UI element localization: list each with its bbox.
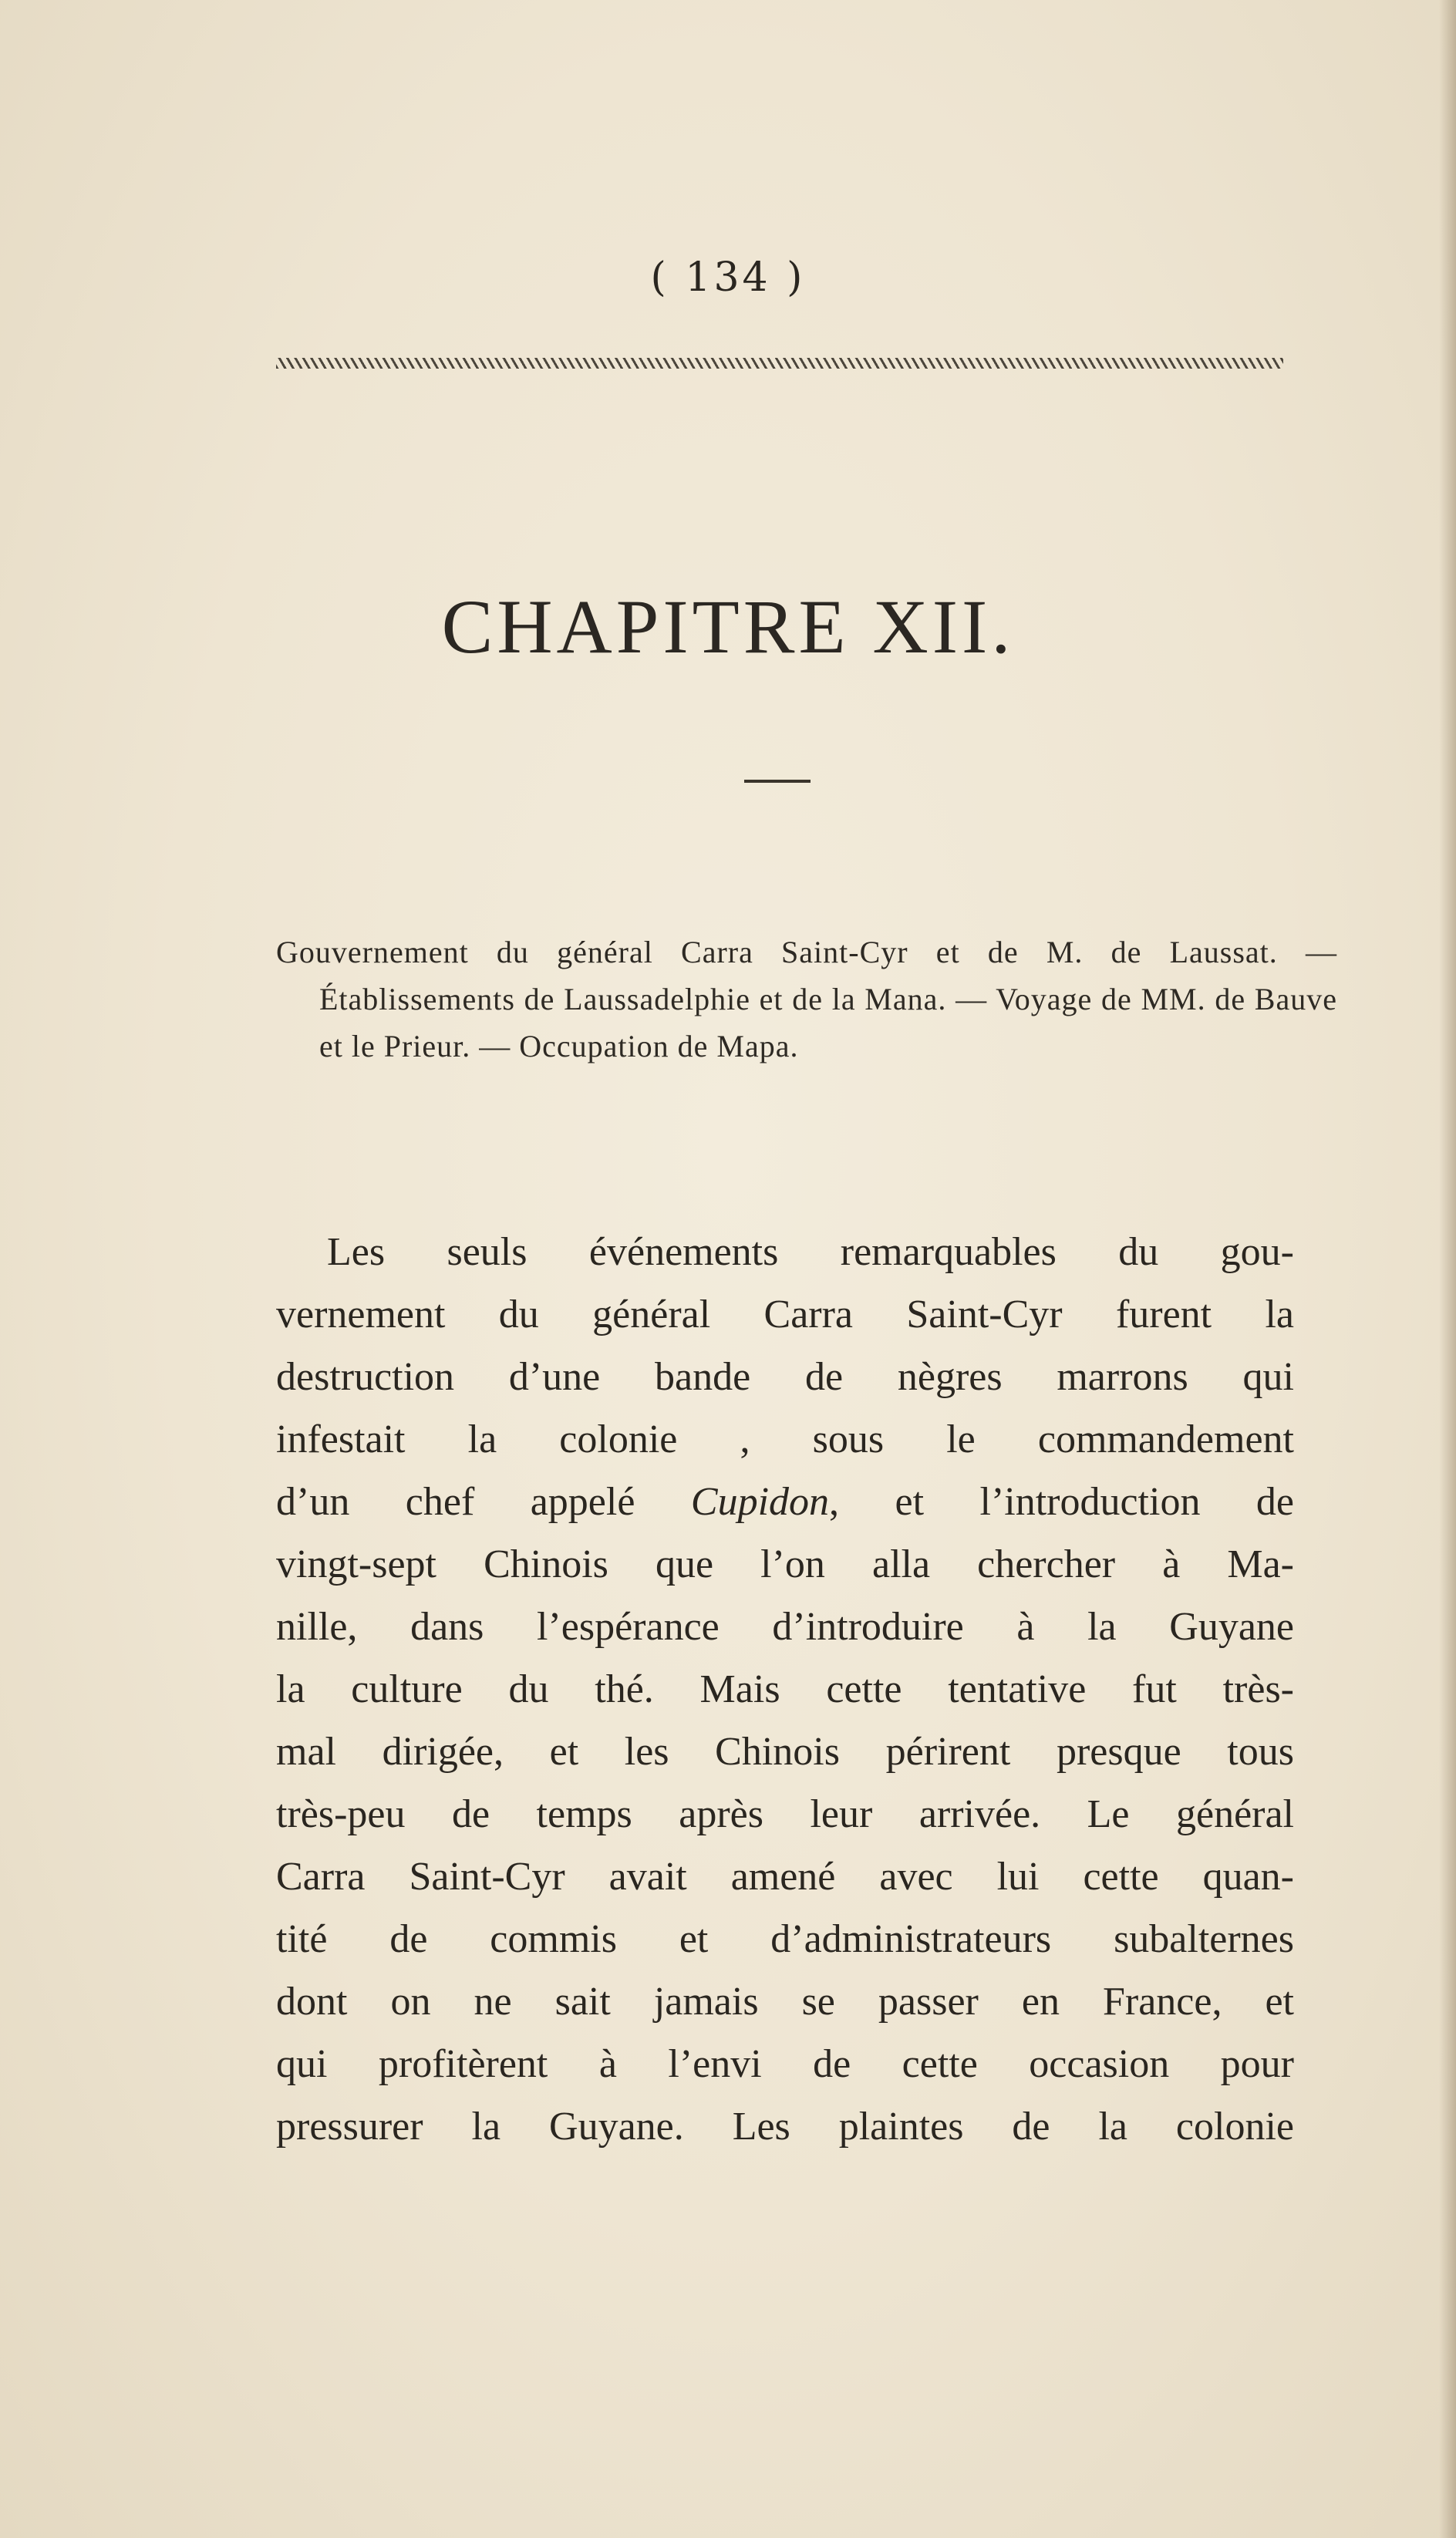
body-paragraph bbox=[276, 1221, 1294, 2158]
text-line: vernement du général Carra Saint-Cyr furent la bbox=[276, 1293, 1294, 1336]
text-line: nille, dans l’espérance d’introduire à la Guyane bbox=[276, 1605, 1294, 1649]
text-line: mal dirigée, et les Chinois périrent presque tous bbox=[276, 1730, 1294, 1774]
text-line bbox=[276, 1471, 1294, 1533]
text-line: très-peu de temps après leur arrivée. Le général bbox=[276, 1792, 1294, 1836]
text-line: Carra Saint-Cyr avait amené avec lui cette quan- bbox=[276, 1855, 1294, 1899]
text-line: infestait la colonie , sous le commandement bbox=[276, 1417, 1294, 1461]
text-segment: d’un chef appelé bbox=[276, 1480, 691, 1524]
page-edge-shadow bbox=[1439, 0, 1456, 2538]
ornamental-rule bbox=[276, 358, 1283, 369]
chapter-summary: Gouvernement du général Carra Saint-Cyr et de M. de Laussat. — Établissements de Laussadelphie et de la Mana. — Voyage de MM. de Bauve et le Prieur. — Occupation de Mapa. bbox=[276, 935, 1337, 1063]
text-line: qui profitèrent à l’envi de cette occasion pour bbox=[276, 2042, 1294, 2086]
text-line: tité de commis et d’administrateurs subalternes bbox=[276, 1917, 1294, 1961]
chapter-title: CHAPITRE XII. bbox=[441, 584, 1015, 669]
page-number: ( 134 ) bbox=[650, 254, 806, 301]
title-divider bbox=[744, 780, 811, 783]
italic-name: Cupidon bbox=[690, 1480, 830, 1524]
text-line: Les seuls événements remarquables du gou- bbox=[327, 1230, 1294, 1274]
text-line: pressurer la Guyane. Les plaintes de la colonie bbox=[276, 2105, 1294, 2149]
text-line: destruction d’une bande de nègres marrons qui bbox=[276, 1355, 1294, 1399]
text-line: dont on ne sait jamais se passer en France, et bbox=[276, 1980, 1294, 2024]
text-segment: , et l’introduction de bbox=[829, 1480, 1294, 1524]
text-line: la culture du thé. Mais cette tentative fut très- bbox=[276, 1667, 1294, 1711]
text-line: vingt-sept Chinois que l’on alla chercher à Ma- bbox=[276, 1542, 1294, 1586]
